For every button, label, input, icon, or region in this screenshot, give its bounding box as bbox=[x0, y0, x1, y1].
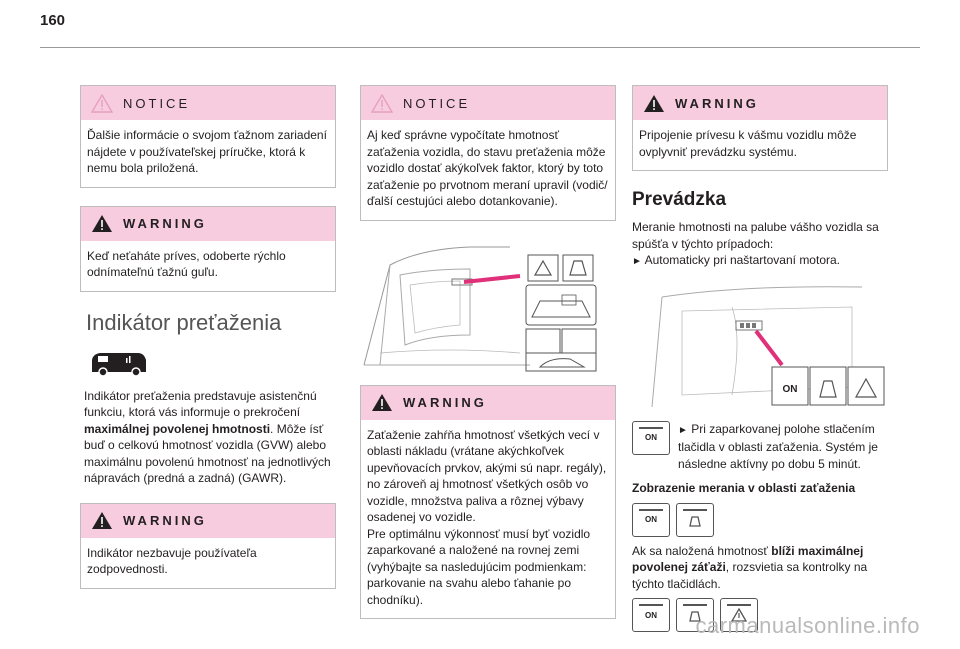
warning-label-2: WARNING bbox=[123, 513, 207, 528]
watermark: carmanualsonline.info bbox=[695, 613, 920, 638]
bullet-arrow-icon: ► bbox=[632, 256, 642, 267]
warning-body-3 bbox=[361, 420, 615, 619]
on-button-lit-icon bbox=[632, 598, 670, 632]
cargo-area-illustration bbox=[360, 235, 616, 375]
on-button-label: ON bbox=[645, 433, 657, 442]
bullet-1-text: Automaticky pri naštartovaní motora. bbox=[644, 253, 840, 267]
warning-box-3 bbox=[360, 385, 616, 620]
warning-header-2 bbox=[81, 504, 335, 538]
on-button-icon bbox=[632, 421, 670, 455]
on-button-lit-icon bbox=[632, 503, 670, 537]
notice-text-2: Aj keď správne vypočítate hmotnosť zaťaženia vozidla, do stavu preťaženia môže vozidlo dostať akýkoľvek faktor, ktorý by toto zaťaženie po prvotnom meraní upravil (vodič/ďalší cestujúci alebo dotankovanie). bbox=[367, 128, 608, 208]
warning-text: Keď neťaháte príves, odoberte rýchlo odnímateľnú ťažnú guľu. bbox=[87, 248, 286, 279]
warning-label: WARNING bbox=[123, 216, 207, 231]
section-title-overload: Indikátor preťaženia bbox=[86, 309, 282, 335]
warning-header bbox=[81, 207, 335, 241]
notice-header bbox=[81, 86, 335, 120]
bullet-2-text: Pri zaparkovanej polohe stlačením tlačidla v oblasti zaťaženia. Systém je následne aktívny po dobu 5 minút. bbox=[678, 421, 878, 471]
on-button-lit-label: ON bbox=[645, 515, 657, 524]
overload-paragraph bbox=[80, 388, 336, 487]
warning-box-2 bbox=[80, 503, 336, 589]
operation-bullet-1 bbox=[632, 252, 888, 271]
notice-box bbox=[80, 85, 336, 188]
notice-box-2 bbox=[360, 85, 616, 221]
approach-text-post: , rozsvietia sa kontrolky na týchto tlačidlách. bbox=[632, 560, 868, 591]
warning-text-3a: Zaťaženie zahŕňa hmotnosť všetkých vecí v oblasti nákladu (vrátane akýchkoľvek upevňovacích prvkov, akými sú napr. regály), no zároveň aj hmotnosť všetkých osôb vo vozidle, množstva paliva a rôznej výbavy osadenej vo vozidle. bbox=[367, 427, 607, 524]
warning-text-2: Indikátor nezbavuje používateľa zodpovednosti. bbox=[87, 545, 257, 576]
top-rule bbox=[40, 47, 920, 48]
warning-header-4 bbox=[633, 86, 887, 120]
warning-header-3 bbox=[361, 386, 615, 420]
display-subheading: Zobrazenie merania v oblasti zaťaženia bbox=[632, 481, 856, 495]
warning-triangle-icon bbox=[371, 393, 393, 412]
overload-text-pre: Indikátor preťaženia predstavuje asistenčnú funkciu, ktorá vás informuje o prekročení bbox=[84, 388, 317, 419]
notice-triangle-icon bbox=[91, 94, 113, 113]
page-number: 160 bbox=[40, 12, 66, 29]
warning-label-3: WARNING bbox=[403, 395, 487, 410]
section-title-operation: Prevádzka bbox=[632, 189, 727, 210]
warning-text-3b: Pre optimálnu výkonnosť musí byť vozidlo zaparkované a naložené na rovnej zemi (vyhýbajte sa nasledujúcim podmienkam: parkovanie na svahu alebo ťahanie po chodníku). bbox=[367, 526, 591, 607]
warning-text-4: Pripojenie prívesu k vášmu vozidlu môže ovplyvniť prevádzku systému. bbox=[639, 128, 857, 159]
warning-triangle-icon bbox=[91, 214, 113, 233]
notice-header-2 bbox=[361, 86, 615, 120]
weight-icon bbox=[687, 512, 703, 528]
operation-bullet-2 bbox=[678, 421, 888, 473]
notice-triangle-icon bbox=[371, 94, 393, 113]
overload-text-post: . Môže ísť buď o celkovú hmotnosť vozidla (GVW) alebo maximálnu povolenú hmotnosť na jednotlivých nápravách (predná a zadná) (GAWR). bbox=[84, 421, 331, 485]
approach-text-bold: blíži maximálnej povolenej záťaži bbox=[632, 543, 864, 574]
warning-label-4: WARNING bbox=[675, 95, 759, 111]
warning-triangle-icon bbox=[91, 511, 113, 530]
notice-label-2: NOTICE bbox=[403, 95, 471, 111]
bullet-arrow-icon: ► bbox=[678, 424, 688, 436]
overload-text-bold: maximálnej povolenej hmotnosti bbox=[84, 421, 271, 436]
weight-button-lit-icon bbox=[676, 503, 714, 537]
warning-box-4 bbox=[632, 85, 888, 171]
warning-box bbox=[80, 206, 336, 292]
lit-buttons-row-1 bbox=[632, 503, 888, 537]
load-button-illustration bbox=[632, 277, 888, 417]
notice-text: Ďalšie informácie o svojom ťažnom zariadení nájdete v používateľskej príručke, ktorá k nemu bola priložená. bbox=[87, 128, 327, 175]
van-icon bbox=[88, 350, 150, 378]
warning-triangle-icon bbox=[643, 94, 665, 113]
notice-label: NOTICE bbox=[123, 95, 191, 111]
column-3 bbox=[632, 85, 888, 638]
approach-paragraph bbox=[632, 543, 888, 593]
column-2 bbox=[360, 85, 616, 637]
column-1 bbox=[80, 85, 336, 607]
approach-text-pre: Ak sa naložená hmotnosť bbox=[632, 543, 772, 558]
operation-bullet-2-row bbox=[632, 421, 888, 473]
operation-intro: Meranie hmotnosti na palube vášho vozidla sa spúšťa v týchto prípadoch: bbox=[632, 220, 879, 251]
illustration-on-label: ON bbox=[782, 383, 798, 395]
on-button-lit-label-2: ON bbox=[645, 610, 657, 620]
